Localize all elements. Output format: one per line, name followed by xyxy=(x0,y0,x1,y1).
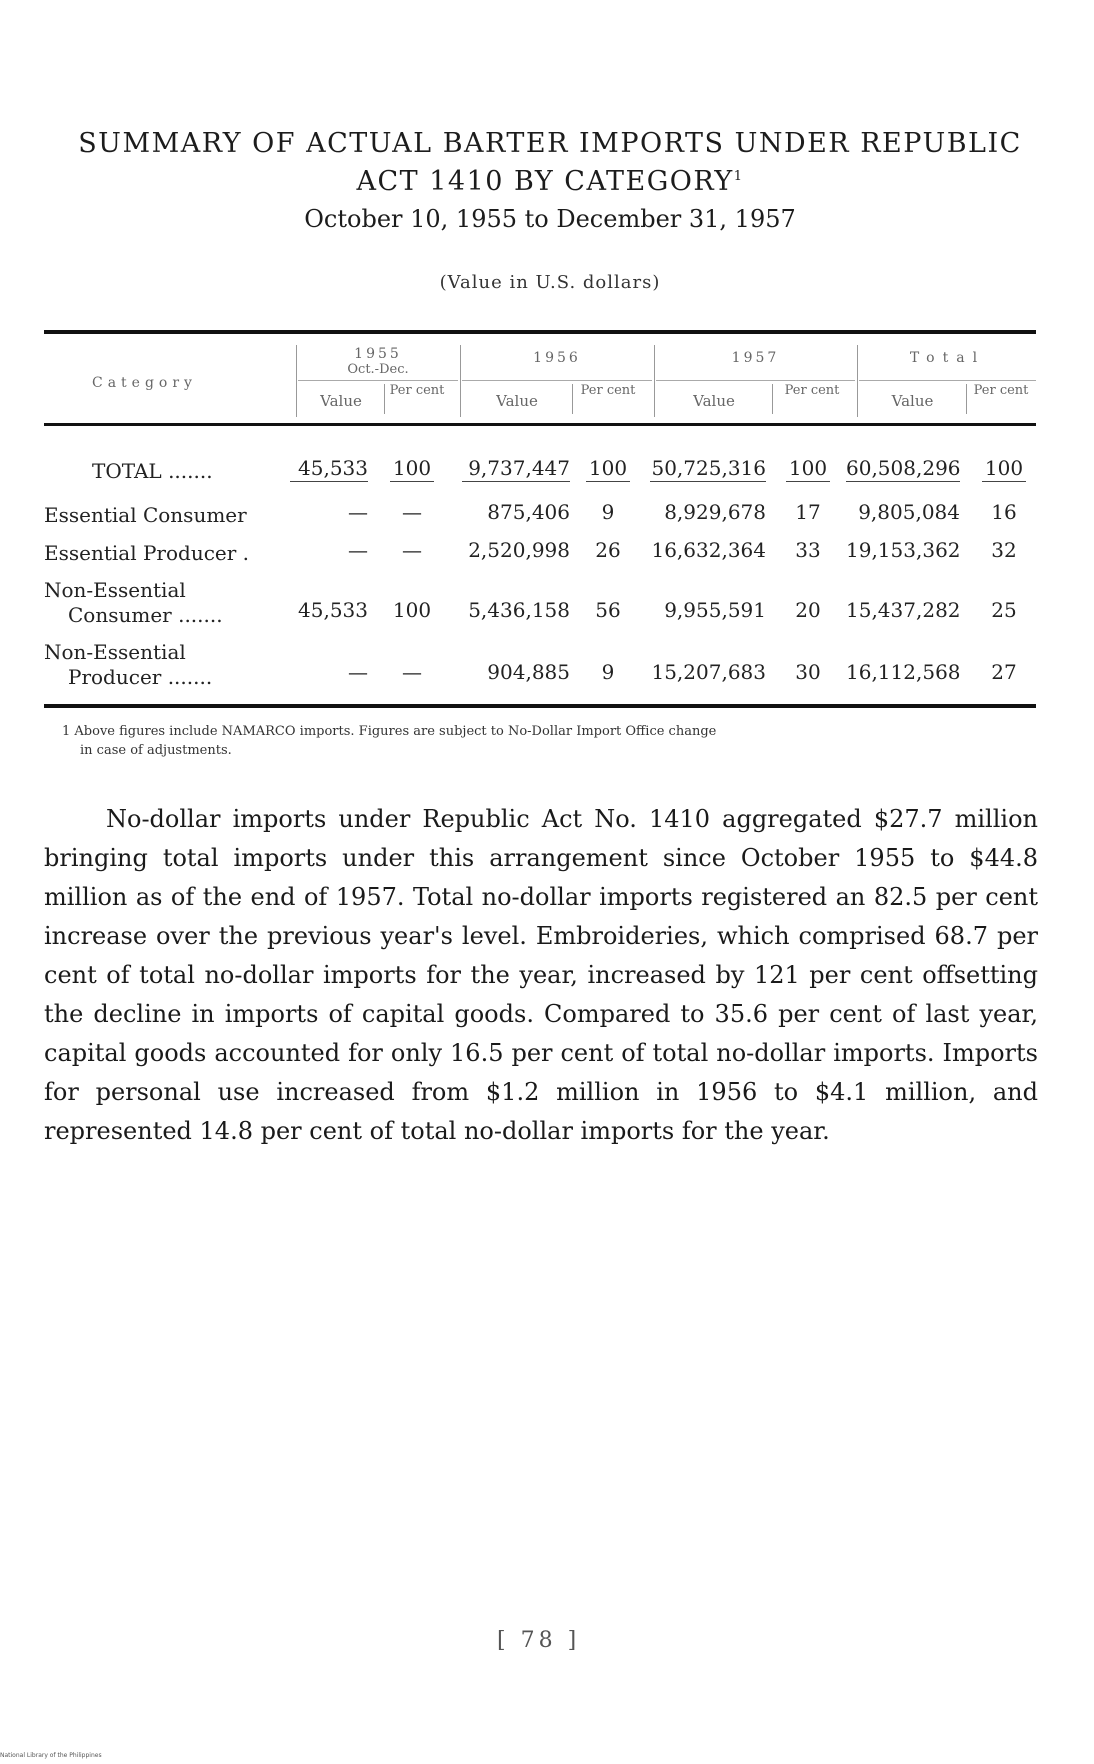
row-ess-producer-percent-1955: — xyxy=(402,538,422,562)
category-header: Category xyxy=(92,375,197,391)
percent-header-total: Per cent xyxy=(973,383,1029,398)
row-ess-consumer-value-total: 9,805,084 xyxy=(858,500,960,524)
row-ess-consumer-value-1955: — xyxy=(348,500,368,524)
table-bottom-rule xyxy=(44,704,1036,708)
footnote-line1: 1 Above figures include NAMARCO imports. Figures are subject to No-Dollar Import Office change xyxy=(62,724,717,739)
value-header-1956: Value xyxy=(496,392,538,410)
paragraph-text: No-dollar imports under Republic Act No. 1410 aggregated $27.7 million bringing total imports under this arrangement since October 1955 to $44.8 million as of the end of 1957. Total no-dollar imports registered an 82.5 per cent increase over the previous year's level. Embroideries, which comprised 68.7 per cent of total no-dollar imports for the year, increased by 121 per cent offsetting the decline in imports of capital goods. Compared to 35.6 per cent of last year, capital goods accounted for only 16.5 per cent of total no-dollar imports. Imports for personal use increased from $1.2 million in 1956 to $4.1 million, and represented 14.8 per cent of total no-dollar imports for the year. xyxy=(44,805,1038,1145)
row-nonEss-consumer-percent-1957: 20 xyxy=(795,598,821,622)
row-total-percent-1956: 100 xyxy=(586,456,630,482)
document-title-line1: SUMMARY OF ACTUAL BARTER IMPORTS UNDER REPUBLIC xyxy=(78,128,1022,159)
title-text: ACT 1410 BY CATEGORY xyxy=(356,166,734,197)
group-header-1956: 1956 xyxy=(533,350,581,366)
row-total-value-1957: 50,725,316 xyxy=(651,456,766,480)
row-total-value-1955: 45,533 xyxy=(290,456,368,482)
percent-header-1957: Per cent xyxy=(784,383,840,398)
row-nonEss-consumer-value-1955: 45,533 xyxy=(298,598,368,622)
row-nonEss-consumer-percent-total: 25 xyxy=(991,598,1017,622)
row-ess-producer-value-1955: — xyxy=(348,538,368,562)
row-nonEss-producer-value-1956: 904,885 xyxy=(487,660,570,684)
row-total-value-total: 60,508,296 xyxy=(846,456,961,480)
row-nonEss-consumer-percent-1956: 56 xyxy=(595,598,621,622)
row-nonEss-producer-category2: Producer ....... xyxy=(68,665,213,689)
group-header-1957: 1957 xyxy=(731,350,780,366)
row-nonEss-consumer-value-1957: 9,955,591 xyxy=(664,598,766,622)
row-ess-producer-percent-1957: 33 xyxy=(795,538,821,562)
row-nonEss-producer-value-total: 16,112,568 xyxy=(846,660,961,684)
row-nonEss-producer-percent-total: 27 xyxy=(991,660,1017,684)
archive-credit: National Library of the Philippines xyxy=(0,1752,102,1759)
row-nonEss-producer-percent-1957: 30 xyxy=(795,660,821,684)
group-header-1955: 1955 xyxy=(354,346,402,362)
value-header-total: Value xyxy=(891,392,934,410)
row-nonEss-producer-percent-1955: — xyxy=(402,660,422,684)
percent-header-1955: Per cent xyxy=(389,383,445,398)
row-ess-producer-value-total: 19,153,362 xyxy=(846,538,961,562)
document-title-line2 xyxy=(50,166,1050,197)
footnote-line2: in case of adjustments. xyxy=(80,743,232,758)
row-nonEss-producer-value-1957: 15,207,683 xyxy=(651,660,766,684)
row-nonEss-consumer-category: Non-Essential xyxy=(44,578,186,602)
table-top-rule xyxy=(44,330,1036,334)
row-nonEss-consumer-category2: Consumer ....... xyxy=(68,603,223,627)
row-nonEss-producer-percent-1956: 9 xyxy=(601,660,615,684)
row-total-value-1956: 9,737,447 xyxy=(462,456,570,482)
row-ess-consumer-value-1957: 8,929,678 xyxy=(664,500,766,524)
value-header-1957: Value xyxy=(693,392,735,410)
value-note: (Value in U.S. dollars) xyxy=(439,272,661,293)
page-number: [ 78 ] xyxy=(497,1628,581,1653)
row-ess-producer-category: Essential Producer . xyxy=(44,541,250,565)
row-nonEss-consumer-value-total: 15,437,282 xyxy=(846,598,961,622)
body-paragraph xyxy=(44,800,1038,1151)
date-range: October 10, 1955 to December 31, 1957 xyxy=(304,205,796,233)
group-header-total: Total xyxy=(909,350,986,366)
value-header-1955: Value xyxy=(320,392,362,410)
table-footnote xyxy=(62,722,1042,760)
title-footnote-mark: 1 xyxy=(733,169,744,184)
row-total-category: TOTAL ....... xyxy=(92,459,213,483)
group-subheader-1955: Oct.-Dec. xyxy=(347,362,409,377)
row-ess-consumer-category: Essential Consumer xyxy=(44,503,247,527)
row-nonEss-producer-value-1955: — xyxy=(348,660,368,684)
row-ess-producer-percent-1956: 26 xyxy=(595,538,621,562)
row-ess-producer-value-1957: 16,632,364 xyxy=(651,538,766,562)
table-header-rule xyxy=(44,423,1036,426)
row-total-percent-1955: 100 xyxy=(390,456,434,482)
row-ess-consumer-value-1956: 875,406 xyxy=(487,500,570,524)
percent-header-1956: Per cent xyxy=(580,383,636,398)
row-ess-consumer-percent-1955: — xyxy=(402,500,422,524)
row-ess-consumer-percent-1956: 9 xyxy=(601,500,615,524)
row-total-percent-total: 100 xyxy=(982,456,1026,482)
row-ess-producer-value-1956: 2,520,998 xyxy=(468,538,570,562)
row-total-percent-1957: 100 xyxy=(786,456,830,482)
row-nonEss-producer-category: Non-Essential xyxy=(44,640,186,664)
row-ess-consumer-percent-total: 16 xyxy=(991,500,1017,524)
row-ess-consumer-percent-1957: 17 xyxy=(795,500,821,524)
row-nonEss-consumer-percent-1955: 100 xyxy=(392,598,432,622)
row-ess-producer-percent-total: 32 xyxy=(991,538,1017,562)
row-nonEss-consumer-value-1956: 5,436,158 xyxy=(468,598,570,622)
